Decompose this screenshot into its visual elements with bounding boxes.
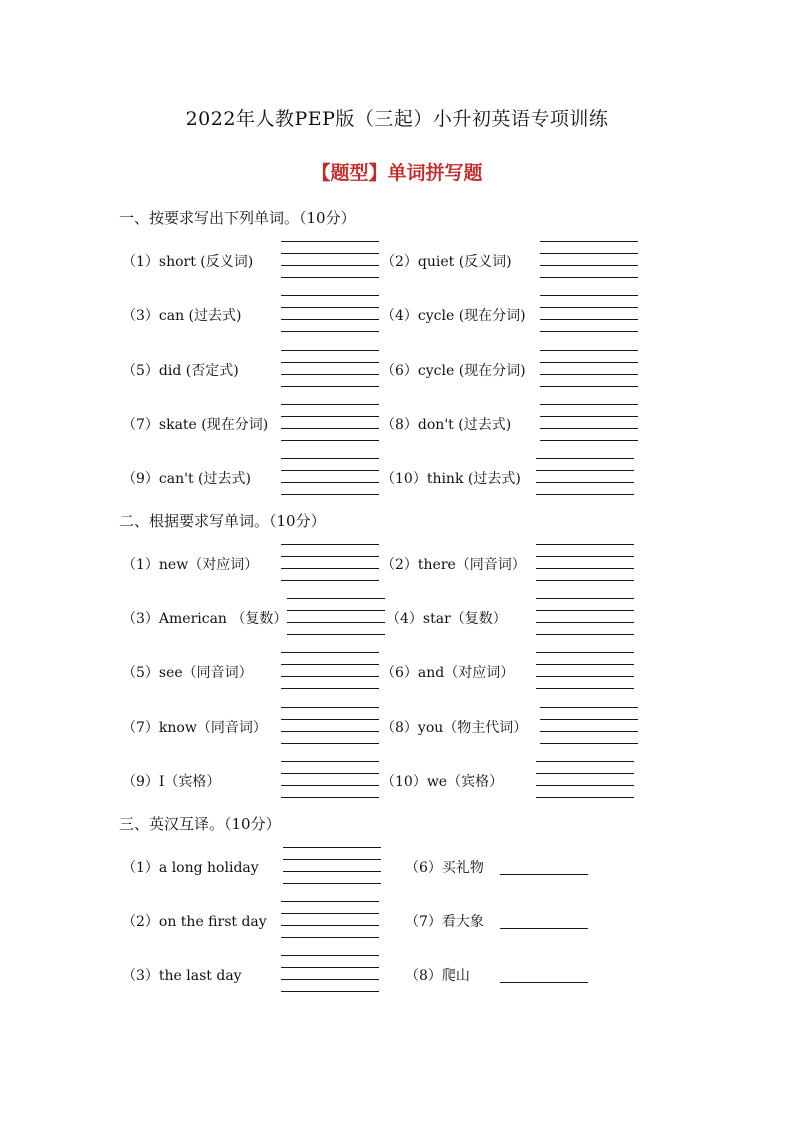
s2-item-4: （4）star（复数） — [386, 611, 507, 627]
s2-answer-4[interactable] — [536, 591, 634, 641]
s3-answer-7[interactable] — [500, 928, 588, 929]
s3-answer-3[interactable] — [281, 948, 379, 998]
s2-item-5: （5）see（同音词） — [122, 665, 253, 681]
s3-answer-1[interactable] — [283, 840, 381, 890]
s2-answer-8[interactable] — [540, 700, 638, 750]
s2-item-7: （7）know（同音词） — [122, 720, 267, 736]
s1-item-8: （8）don't (过去式) — [381, 417, 512, 433]
s1-item-3: （3）can (过去式) — [122, 308, 242, 324]
s1-answer-1[interactable] — [281, 234, 379, 284]
s2-item-8: （8）you（物主代词） — [381, 720, 528, 736]
s1-answer-10[interactable] — [536, 451, 634, 501]
s3-item-7: （7）看大象 — [405, 914, 484, 930]
s2-answer-10[interactable] — [536, 754, 634, 804]
s1-item-5: （5）did (否定式) — [122, 363, 239, 379]
s3-item-3: （3）the last day — [122, 968, 242, 984]
s2-answer-9[interactable] — [281, 754, 379, 804]
s2-answer-7[interactable] — [281, 700, 379, 750]
s2-answer-1[interactable] — [281, 537, 379, 587]
s1-item-2: （2）quiet (反义词) — [381, 254, 512, 270]
s2-answer-6[interactable] — [536, 645, 634, 695]
s1-answer-9[interactable] — [281, 451, 379, 501]
s3-item-6: （6）买礼物 — [405, 860, 484, 876]
s2-item-2: （2）there（同音词） — [381, 557, 526, 573]
s1-answer-2[interactable] — [540, 234, 638, 284]
s2-answer-3[interactable] — [287, 591, 385, 641]
question-type-heading: 【题型】单词拼写题 — [311, 162, 483, 184]
section-1-heading: 一、按要求写出下列单词。（10分） — [119, 209, 356, 227]
s1-item-6: （6）cycle (现在分词) — [381, 363, 526, 379]
s1-item-9: （9）can't (过去式) — [122, 471, 251, 487]
s2-item-3: （3）American （复数） — [122, 611, 288, 627]
s1-item-7: （7）skate (现在分词) — [122, 417, 269, 433]
s1-answer-5[interactable] — [281, 343, 379, 393]
s2-item-1: （1）new（对应词） — [122, 557, 259, 573]
s3-answer-8[interactable] — [500, 982, 588, 983]
s3-item-2: （2）on the first day — [122, 914, 267, 930]
section-2-heading: 二、根据要求写单词。（10分） — [119, 512, 326, 530]
s2-item-10: （10）we（宾格） — [381, 774, 504, 790]
s3-answer-2[interactable] — [281, 894, 379, 944]
s1-answer-7[interactable] — [281, 397, 379, 447]
s3-item-8: （8）爬山 — [405, 968, 470, 984]
page-title: 2022年人教PEP版（三起）小升初英语专项训练 — [185, 108, 609, 130]
s1-item-1: （1）short (反义词) — [122, 254, 254, 270]
s1-answer-6[interactable] — [540, 343, 638, 393]
s2-item-6: （6）and（对应词） — [381, 665, 515, 681]
s3-item-1: （1）a long holiday — [122, 860, 259, 876]
s2-item-9: （9）I（宾格） — [122, 774, 221, 790]
s2-answer-5[interactable] — [281, 645, 379, 695]
s3-answer-6[interactable] — [500, 874, 588, 875]
section-3-heading: 三、英汉互译。（10分） — [119, 815, 281, 833]
s1-item-4: （4）cycle (现在分词) — [381, 308, 526, 324]
s1-item-10: （10）think (过去式) — [381, 471, 521, 487]
s2-answer-2[interactable] — [536, 537, 634, 587]
s1-answer-8[interactable] — [540, 397, 638, 447]
s1-answer-4[interactable] — [540, 288, 638, 338]
s1-answer-3[interactable] — [281, 288, 379, 338]
